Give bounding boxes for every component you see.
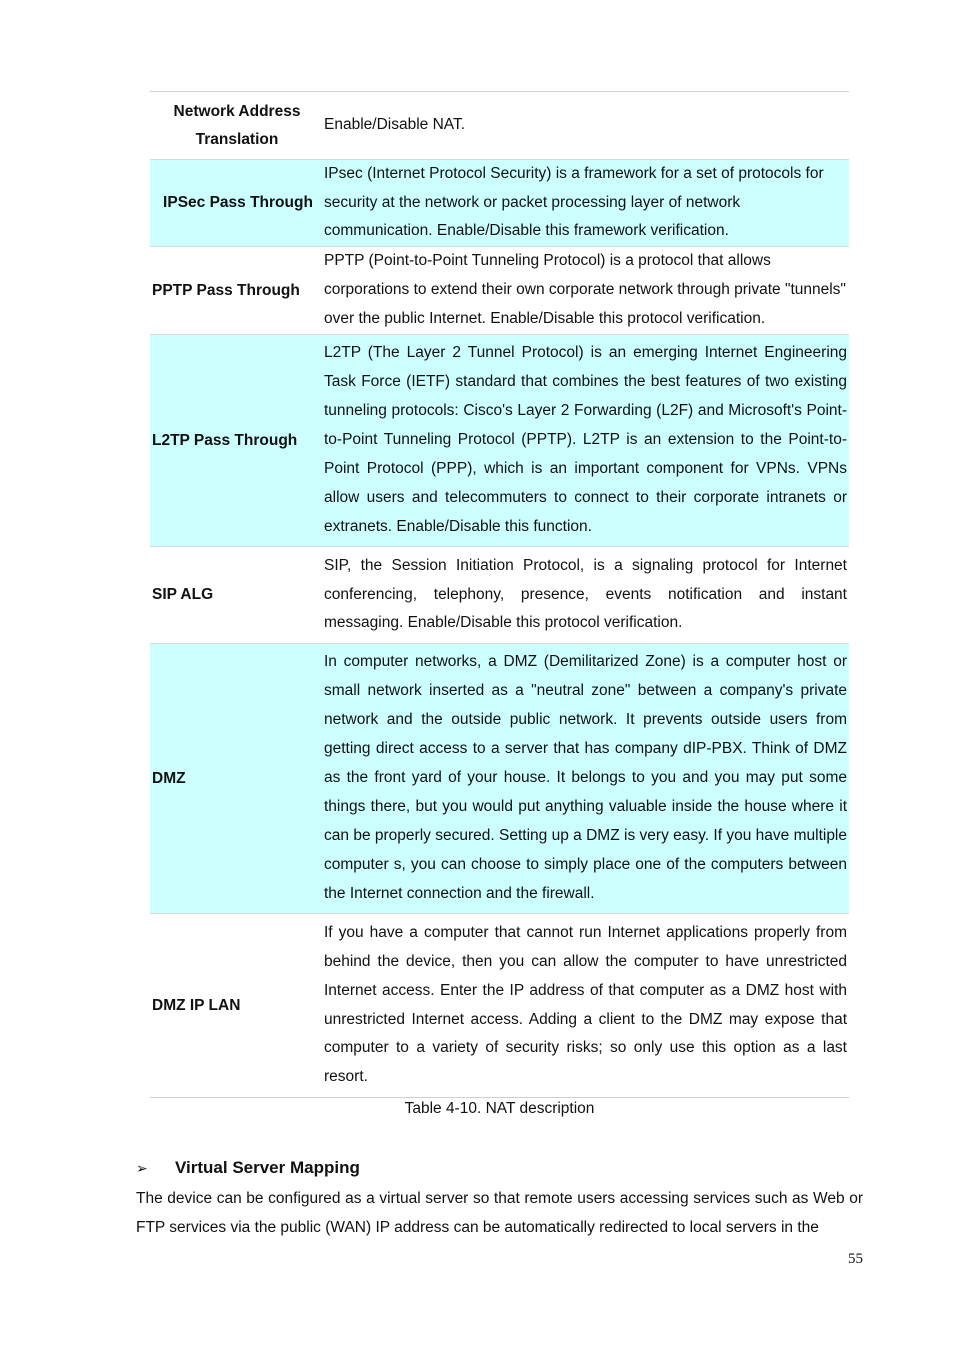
nat-description-table xyxy=(150,91,849,1098)
table-row xyxy=(150,547,849,644)
row-term: DMZ xyxy=(152,769,186,787)
row-description: SIP, the Session Initiation Protocol, is a signaling protocol for Internet conferencing, telephony, presence, events notification and instant messaging. Enable/Disable this protocol verification. xyxy=(324,556,847,632)
table-row xyxy=(150,160,849,247)
row-description: L2TP (The Layer 2 Tunnel Protocol) is an emerging Internet Engineering Task Force (IETF) standard that combines the best features of two existing tunneling protocols: Cisco's Layer 2 Forwarding (L2F) and Microsoft's Point-to-Point Tunneling Protocol (PPTP). L2TP is an extension to the Point-to-Point Protocol (PPP), which is an important component for VPNs. VPNs allow users and telecommuters to connect to their corporate intranets or extranets. Enable/Disable this function. xyxy=(324,344,847,535)
row-term: DMZ IP LAN xyxy=(152,996,241,1014)
arrow-bullet-icon: ➢ xyxy=(136,1159,148,1176)
table-row xyxy=(150,914,849,1097)
row-term: IPSec Pass Through xyxy=(163,194,313,211)
row-term: PPTP Pass Through xyxy=(152,281,300,299)
body-paragraph: The device can be configured as a virtual server so that remote users accessing services such as Web or FTP services via the public (WAN) IP address can be automatically redirected to local servers in the xyxy=(136,1190,863,1236)
row-term: SIP ALG xyxy=(152,586,214,603)
row-term: Network Address Translation xyxy=(173,102,301,148)
section-heading xyxy=(136,1158,360,1178)
row-description: In computer networks, a DMZ (Demilitarized Zone) is a computer host or small network inserted as a "neutral zone" between a company's private network and the outside public network. It prevents outside users from getting direct access to a server that has company dIP-PBX. Think of DMZ as the front yard of your house. It belongs to you and you may put some things there, but you would put anything valuable inside the house where it can be properly secured. Setting up a DMZ is very easy. If you have multiple computer s, you can choose to simply place one of the computers between the Internet connection and the firewall. xyxy=(324,653,847,902)
table-row xyxy=(150,335,849,547)
table-row xyxy=(150,92,849,160)
row-description: IPsec (Internet Protocol Security) is a framework for a set of protocols for security at the network or packet processing layer of network communication. Enable/Disable this framework verification. xyxy=(324,164,824,240)
section-title: Virtual Server Mapping xyxy=(175,1158,360,1177)
table-row xyxy=(150,644,849,914)
row-term: L2TP Pass Through xyxy=(152,431,298,449)
table-caption: Table 4-10. NAT description xyxy=(404,1100,595,1117)
page-number: 55 xyxy=(848,1251,863,1267)
row-description: PPTP (Point-to-Point Tunneling Protocol) is a protocol that allows corporations to extend their own corporate network through private "tunnels" over the public Internet. Enable/Disable this protocol verification. xyxy=(324,252,846,327)
row-description: If you have a computer that cannot run Internet applications properly from behind the device, then you can allow the computer to have unrestricted Internet access. Enter the IP address of that computer as a DMZ host with unrestricted Internet access. Adding a client to the DMZ may expose that computer to a variety of security risks; so only use this option as a last resort. xyxy=(324,923,847,1086)
row-description: Enable/Disable NAT. xyxy=(324,116,466,134)
table-row xyxy=(150,247,849,335)
